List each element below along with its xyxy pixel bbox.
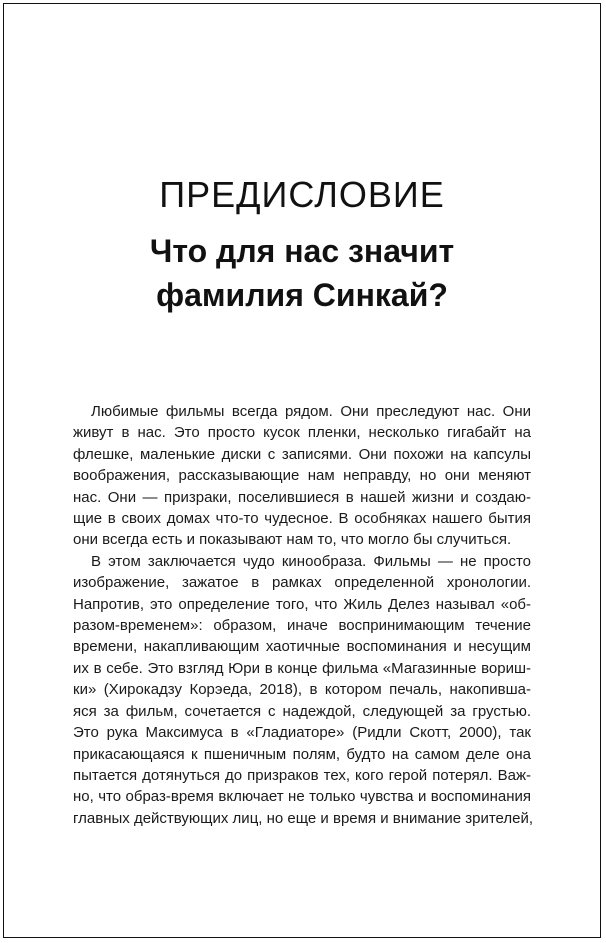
- text-line: но, что образ-время включает не только чувства и воспоминания: [73, 788, 531, 806]
- text-line: Напротив, это определение того, что Жиль Делез называл «об-: [73, 595, 531, 613]
- text-line: ки» (Хирокадзу Корэеда, 2018), в котором печаль, накопивша-: [73, 681, 531, 699]
- text-line: Любимые фильмы всегда рядом. Они преследуют нас. Они: [91, 403, 531, 420]
- chapter-title: ПРЕДИСЛОВИЕ: [159, 174, 445, 215]
- subtitle-line-2: фамилия Синкай?: [156, 277, 448, 313]
- text-line: воображения, рассказывающие нам неправду, но они меняют: [73, 467, 531, 485]
- chapter-subtitle: [4, 229, 600, 317]
- text-line: щие в своих домах что-то чудесное. В особняках нашего бытия: [73, 510, 531, 528]
- text-line: изображение, зажатое в рамках определенной хронологии.: [73, 574, 531, 592]
- text-line: нас. Они — призраки, поселившиеся в нашей жизни и создаю-: [73, 488, 531, 506]
- text-line: флешке, маленькие диски с записями. Они похожи на капсулы: [73, 445, 531, 463]
- text-line: живут в нас. Это просто кусок пленки, несколько гигабайт на: [73, 424, 531, 442]
- paragraph-1: [73, 401, 531, 551]
- text-line: прикасающаяся к пшеничным полям, будто на самом деле она: [73, 745, 531, 763]
- text-line: главных действующих лиц, но еще и время и внимание зрителей,: [73, 809, 534, 827]
- text-line: пытается дотянуться до призраков тех, кого герой потерял. Важ-: [73, 766, 531, 784]
- text-line: времени, накапливающим хаотичные воспоминания и несущим: [73, 638, 531, 656]
- subtitle-line-1: Что для нас значит: [149, 233, 455, 269]
- body-text: [73, 401, 534, 829]
- text-line: В этом заключается чудо кинообраза. Фильмы — не просто: [91, 552, 531, 570]
- text-line: они всегда есть и показывают нам то, что могло бы случиться.: [73, 531, 512, 549]
- text-line: Это рука Максимуса в «Гладиаторе» (Ридли Скотт, 2000), так: [73, 724, 531, 742]
- text-line: яся за фильм, сочетается с надеждой, следующей за грустью.: [73, 702, 531, 720]
- text-line: их в себе. Это взгляд Юри в конце фильма «Магазинные вориш-: [73, 659, 531, 677]
- paragraph-2: [73, 551, 534, 829]
- book-page: [3, 3, 601, 938]
- text-line: разом-временем»: образом, иначе воспринимающим течение: [73, 617, 531, 635]
